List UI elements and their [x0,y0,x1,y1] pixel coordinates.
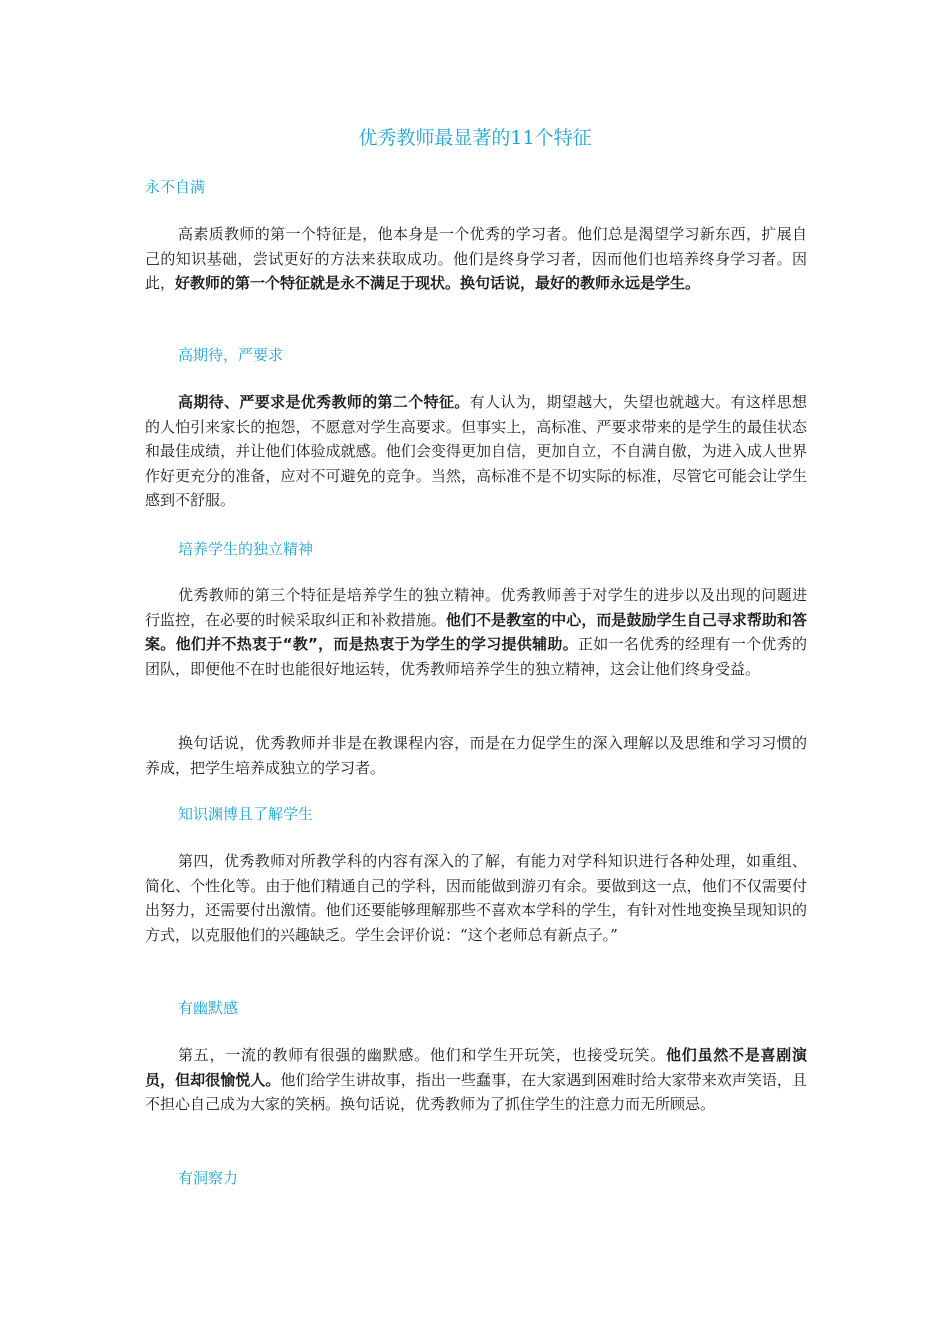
bold-text: 他们不是教室的中心，而是鼓励学生自己寻求帮助和答案。他们并不热衷于“教”，而是热衷于为学生的学习提供辅助。 [145,610,807,653]
paragraph [145,849,807,947]
paragraph [145,390,807,513]
paragraph-text: 换句话说，优秀教师并非是在教课程内容，而是在力促学生的深入理解以及思维和学习习惯的养成，把学生培养成独立的学习者。 [145,734,807,777]
paragraph-text: 优秀教师的第三个特征是培养学生的独立精神。优秀教师善于对学生的进步以及出现的问题进行监控，在必要的时候采取纠正和补救措施。 [145,586,807,629]
document-title: 优秀教师最显著的11个特征 [358,127,592,149]
section-heading: 培养学生的独立精神 [178,540,314,558]
bold-text: 好教师的第一个特征就是永不满足于现状。换句话说，最好的教师永远是学生。 [175,274,701,292]
bold-text: 高期待、严要求是优秀教师的第二个特征。 [178,393,470,411]
paragraph-text: 第五，一流的教师有很强的幽默感。他们和学生开玩笑，也接受玩笑。 [178,1046,667,1064]
section-heading: 高期待，严要求 [178,346,284,364]
paragraph-text: 高素质教师的第一个特征是，他本身是一个优秀的学习者。他们总是渴望学习新东西，扩展自己的知识基础，尝试更好的方法来获取成功。他们是终身学习者，因而他们也培养终身学习者。因此， [145,225,807,292]
section-heading: 永不自满 [145,178,206,196]
paragraph [145,222,807,296]
paragraph [145,731,807,780]
paragraph-text: 他们给学生讲故事，指出一些蠢事，在大家遇到困难时给大家带来欢声笑语，且不担心自己成为大家的笑柄。换句话说，优秀教师为了抓住学生的注意力而无所顾忌。 [145,1070,807,1113]
paragraph-text: 正如一名优秀的经理有一个优秀的团队，即便他不在时也能很好地运转，优秀教师培养学生的独立精神，这会让他们终身受益。 [145,635,807,678]
paragraph-text: 第四，优秀教师对所教学科的内容有深入的了解，有能力对学科知识进行各种处理，如重组、简化、个性化等。由于他们精通自己的学科，因而能做到游刃有余。要做到这一点，他们不仅需要付出努力，还需要付出激情。他们还要能够理解那些不喜欢本学科的学生，有针对性地变换呈现知识的方式，以克服他们的兴趣缺乏。学生会评价说：“这个老师总有新点子。” [145,852,807,944]
paragraph-text: 有人认为，期望越大，失望也就越大。有这样思想的人怕引来家长的抱怨，不愿意对学生高要求。但事实上，高标准、严要求带来的是学生的最佳状态和最佳成绩，并让他们体验成就感。他们会变得更加自信，更加自立，不自满自傲，为进入成人世界作好更充分的准备，应对不可避免的竞争。当然，高标准不是不切实际的标准，尽管它可能会让学生感到不舒服。 [145,393,807,509]
paragraph [145,1043,807,1117]
section-heading: 知识渊博且了解学生 [178,805,314,823]
bold-text: 他们虽然不是喜剧演员，但却很愉悦人。 [145,1046,807,1089]
paragraph [145,583,807,681]
section-heading: 有幽默感 [178,999,239,1017]
section-heading: 有洞察力 [178,1169,239,1187]
